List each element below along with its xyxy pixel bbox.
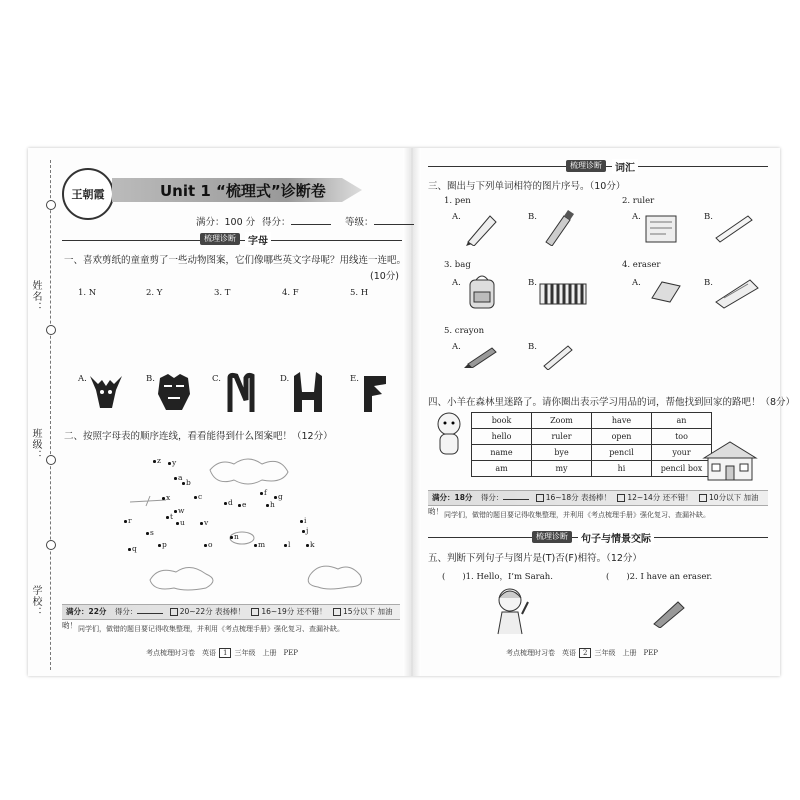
option-b: B.: [528, 342, 537, 352]
binding-ring: [46, 455, 56, 465]
ruler-icon[interactable]: [712, 210, 756, 244]
word-item: 2. ruler: [622, 196, 655, 206]
section-tag: 梳理诊断: [200, 233, 240, 245]
dot-point: [176, 522, 179, 525]
question-4: 四、小羊在森林里迷路了。请你圈出表示学习用品的词，帮他找到回家的路吧！（8分）: [428, 397, 796, 408]
pen-icon[interactable]: [538, 340, 578, 370]
lamb-icon: [432, 410, 466, 460]
grid-row: [472, 429, 712, 445]
rabbit-papercut-icon: [290, 370, 326, 414]
class-field-label: 班级：: [30, 428, 41, 461]
dot-point: [174, 510, 177, 513]
grid-cell[interactable]: my: [532, 461, 592, 477]
grade-label: 等级：: [345, 214, 414, 228]
dot-letter: z: [157, 456, 161, 465]
house-icon: [700, 438, 760, 482]
dot-letter: g: [278, 492, 283, 501]
dot-point: [166, 516, 169, 519]
question-1-points: (10分): [370, 271, 400, 282]
dot-letter: m: [258, 540, 266, 549]
option-label: D.: [280, 374, 290, 384]
dot-point: [230, 536, 233, 539]
dot-point: [128, 548, 131, 551]
grid-cell[interactable]: your: [652, 445, 712, 461]
dot-letter: n: [234, 532, 239, 541]
dot-letter: q: [132, 544, 137, 553]
girl-waving-icon: [488, 584, 532, 638]
dot-letter: k: [310, 540, 315, 549]
word-item: 4. eraser: [622, 260, 661, 270]
review-note: 同学们，做错的题目要记得收集整理，并利用《考点梳理手册》强化复习、查漏补缺。: [78, 625, 344, 633]
pencil-icon[interactable]: [462, 210, 502, 246]
option-a: A.: [632, 278, 641, 288]
dot-letter: d: [228, 498, 233, 507]
score-checkbox[interactable]: [536, 494, 544, 502]
eraser-icon[interactable]: [648, 276, 684, 306]
grid-cell[interactable]: hi: [592, 461, 652, 477]
page-title: Unit 1 “梳理式”诊断卷: [160, 182, 326, 200]
score-checkbox[interactable]: [699, 494, 707, 502]
tiger-papercut-icon: [156, 372, 192, 412]
binding-ring: [46, 540, 56, 550]
sentence-1: ( )1. Hello，I’m Sarah.: [442, 572, 553, 582]
pen-icon[interactable]: [538, 208, 578, 246]
dot-letter: o: [208, 540, 213, 549]
score-checkbox[interactable]: [617, 494, 625, 502]
grid-cell[interactable]: pencil: [592, 445, 652, 461]
option-label: C.: [212, 374, 221, 384]
backpack-icon[interactable]: [464, 272, 500, 310]
dot-point: [266, 504, 269, 507]
option-b: B.: [704, 278, 713, 288]
question-5: 五、判断下列句子与图片是(T)否(F)相符。（12分）: [428, 553, 642, 564]
dot-letter: f: [264, 488, 267, 497]
dot-letter: w: [178, 506, 185, 515]
dot-point: [194, 496, 197, 499]
word-item: 3. bag: [444, 260, 471, 270]
grid-cell[interactable]: bye: [532, 445, 592, 461]
section-label: 词汇: [612, 159, 638, 174]
book-icon[interactable]: [642, 212, 682, 246]
dot-letter: c: [198, 492, 203, 501]
dot-letter: y: [172, 458, 177, 467]
binding-ring: [46, 325, 56, 335]
name-field-label: 姓名：: [30, 280, 41, 313]
option-a: A.: [452, 342, 461, 352]
full-marks: 满分：100 分: [196, 217, 256, 228]
option-a: A.: [452, 212, 461, 222]
letter-item: 2. Y: [146, 288, 163, 298]
question-1: 一、喜欢剪纸的童童剪了一些动物图案，它们像哪些英文字母呢？用线连一连吧。: [64, 255, 407, 266]
grid-cell[interactable]: an: [652, 413, 712, 429]
pencil-case-icon[interactable]: [712, 274, 762, 310]
snake-papercut-icon: [222, 372, 258, 414]
deer-papercut-icon: [88, 372, 124, 412]
letter-item: 4. F: [282, 288, 299, 298]
dot-letter: l: [288, 540, 291, 549]
dot-letter: b: [186, 478, 191, 487]
grid-cell[interactable]: Zoom: [532, 413, 592, 429]
section-label: 句子与情景交际: [578, 530, 654, 545]
grid-cell[interactable]: book: [472, 413, 532, 429]
word-maze-grid: [471, 412, 712, 477]
option-b: B.: [528, 278, 537, 288]
binding-ring: [46, 200, 56, 210]
grid-row: [472, 413, 712, 429]
dot-point: [162, 497, 165, 500]
dot-point: [146, 532, 149, 535]
dot-letter: x: [166, 493, 171, 502]
dot-letter: s: [150, 528, 154, 537]
dot-letter: v: [204, 518, 209, 527]
dot-point: [168, 462, 171, 465]
grid-cell[interactable]: name: [472, 445, 532, 461]
grid-cell[interactable]: have: [592, 413, 652, 429]
score-checkbox[interactable]: [251, 608, 259, 616]
grid-row: [472, 445, 712, 461]
dot-point: [238, 504, 241, 507]
option-b: B.: [528, 212, 537, 222]
grid-cell[interactable]: too: [652, 429, 712, 445]
review-note: 同学们，做错的题目要记得收集整理，并利用《考点梳理手册》强化复习、查漏补缺。: [444, 511, 710, 519]
grid-cell[interactable]: am: [472, 461, 532, 477]
dot-point: [174, 477, 177, 480]
dot-to-dot-picture: [120, 450, 400, 600]
dot-point: [300, 520, 303, 523]
dot-letter: u: [180, 518, 185, 527]
score-label: 得分：: [262, 214, 331, 228]
section-tag: 梳理诊断: [532, 531, 572, 543]
sentence-2: ( )2. I have an eraser.: [606, 572, 713, 582]
dot-letter: h: [270, 500, 275, 509]
grid-row: [472, 461, 712, 477]
dot-point: [153, 460, 156, 463]
dot-letter: a: [178, 473, 183, 482]
dot-letter: j: [306, 526, 309, 535]
binding-dashed-line: [50, 160, 51, 670]
question-3: 三、圈出与下列单词相符的图片序号。（10分）: [428, 181, 626, 192]
bird-papercut-icon: [360, 372, 390, 414]
dot-point: [200, 522, 203, 525]
option-label: A.: [78, 374, 87, 384]
question-2: 二、按照字母表的顺序连线，看看能得到什么图案吧！（12分）: [64, 431, 333, 442]
option-label: B.: [146, 374, 155, 384]
brand-logo: 王朝霞: [62, 168, 114, 220]
letter-item: 3. T: [214, 288, 231, 298]
dot-letter: r: [128, 516, 132, 525]
score-bar: 满分：22分 得分： 20~22分 表扬棒！ 16~19分 还不错！ 15分以下 加油哟！: [62, 604, 400, 620]
dot-point: [260, 492, 263, 495]
option-a: A.: [632, 212, 641, 222]
dot-point: [204, 544, 207, 547]
grid-cell[interactable]: pencil box: [652, 461, 712, 477]
word-item: 1. pen: [444, 196, 471, 206]
school-field-label: 学校：: [30, 585, 41, 618]
dot-point: [302, 530, 305, 533]
section-label: 字母: [245, 232, 271, 247]
dot-letter: i: [304, 516, 307, 525]
grid-cell[interactable]: open: [592, 429, 652, 445]
dot-point: [254, 544, 257, 547]
letter-item: 1. N: [78, 288, 97, 298]
score-checkbox[interactable]: [333, 608, 341, 616]
dot-letter: p: [162, 540, 167, 549]
score-bar: 满分：18分 得分： 16~18分 表扬棒！ 12~14分 还不错！ 10分以下 加油哟！: [428, 490, 768, 506]
page-footer: 考点梳理时习卷 英语 2 三年级 上册 PEP: [506, 649, 658, 657]
crayon-icon: [648, 596, 688, 628]
dot-point: [306, 544, 309, 547]
letter-item: 5. H: [350, 288, 369, 298]
dot-point: [274, 496, 277, 499]
dot-point: [284, 544, 287, 547]
dot-point: [182, 482, 185, 485]
dot-point: [158, 544, 161, 547]
crayon-box-icon[interactable]: [538, 278, 588, 308]
word-item: 5. crayon: [444, 326, 485, 336]
option-a: A.: [452, 278, 461, 288]
crayon-icon[interactable]: [462, 342, 502, 368]
grid-cell[interactable]: ruler: [532, 429, 592, 445]
dot-point: [224, 502, 227, 505]
dot-letter: e: [242, 500, 247, 509]
section-tag: 梳理诊断: [566, 160, 606, 172]
option-label: E.: [350, 374, 359, 384]
dot-letter: t: [170, 512, 174, 521]
option-b: B.: [704, 212, 713, 222]
score-checkbox[interactable]: [170, 608, 178, 616]
page-footer: 考点梳理时习卷 英语 1 三年级 上册 PEP: [146, 649, 298, 657]
dot-point: [124, 520, 127, 523]
grid-cell[interactable]: hello: [472, 429, 532, 445]
